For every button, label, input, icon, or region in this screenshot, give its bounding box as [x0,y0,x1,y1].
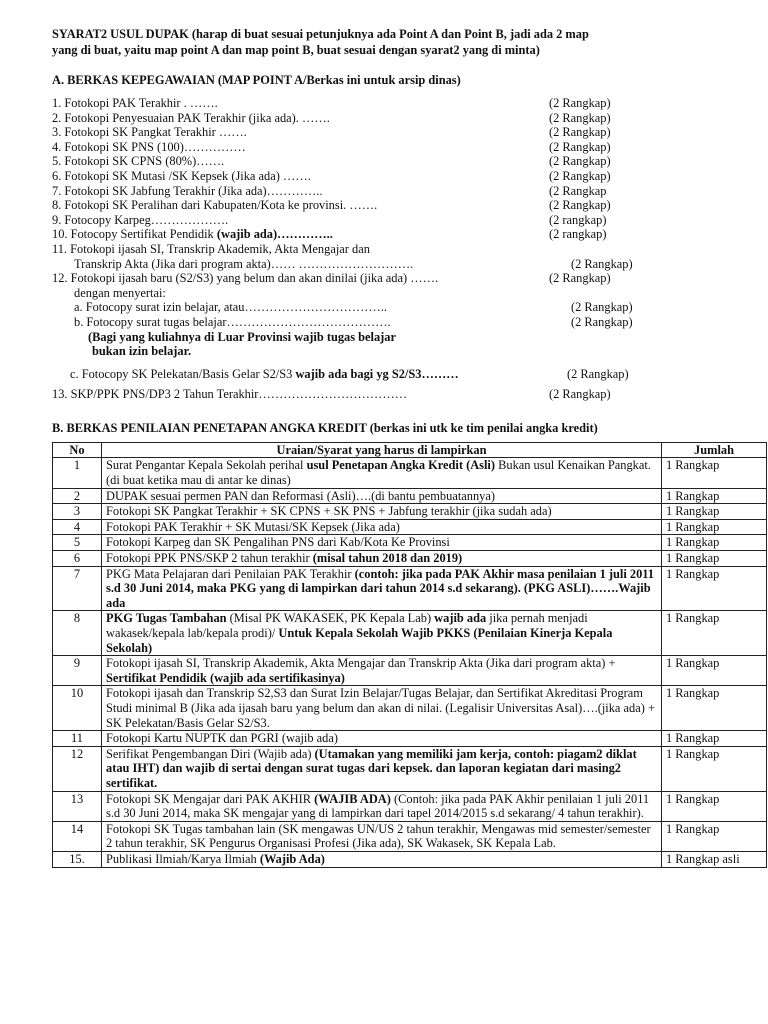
list-item: 11. Fotokopi ijasah SI, Transkrip Akademik, Akta Mengajar dan [52,241,370,256]
section-a-list [52,96,742,402]
list-item-cont: dengan menyertai: [74,285,166,300]
list-subitem: c. Fotocopy SK Pelekatan/Basis Gelar S2/S3 wajib ada bagi yg S2/S3……… (2 Rangkap) [70,366,629,381]
list-item: 9. Fotocopy Karpeg………………. (2 rangkap) [52,212,607,227]
list-item: 5. Fotokopi SK CPNS (80%)……. (2 Rangkap) [52,154,611,169]
table-row: 8 PKG Tugas Tambahan (Misal PK WAKASEK, PK Kepala Lab) wajib ada jika pernah menjadi wakasek/kepala lab/kepala prodi)/ Untuk Kepala Sekolah Wajib PKKS (Penilaian Kinerja Kepala Sekolah) 1 Rangkap [53,611,767,656]
table-row: 5 Fotokopi Karpeg dan SK Pengalihan PNS dari Kab/Kota Ke Provinsi 1 Rangkap [53,535,767,551]
col-header-jumlah: Jumlah [662,442,767,458]
list-item: 8. Fotokopi SK Peralihan dari Kabupaten/Kota ke provinsi. ……. (2 Rangkap) [52,198,611,213]
table-row: 3 Fotokopi SK Pangkat Terakhir + SK CPNS + SK PNS + Jabfung terakhir (jika sudah ada) 1 Rangkap [53,504,767,520]
table-row: 1 Surat Pengantar Kepala Sekolah perihal usul Penetapan Angka Kredit (Asli) Bukan usul Kenaikan Pangkat. (di buat ketika mau di antar ke dinas) 1 Rangkap [53,458,767,488]
table-row: 15. Publikasi Ilmiah/Karya Ilmiah (Wajib Ada) 1 Rangkap asli [53,851,767,867]
intro-line-2: yang di buat, yaitu map point A dan map point B, buat sesuai dengan syarat2 yang di minta) [52,43,540,57]
list-item: 1. Fotokopi PAK Terakhir . ……. (2 Rangkap) [52,96,611,110]
table-header-row [53,442,767,458]
intro-line-1: SYARAT2 USUL DUPAK (harap di buat sesuai petunjuknya ada Point A dan Point B, jadi ada 2 map [52,27,589,41]
requirements-table [52,442,767,868]
table-row: 4 Fotokopi PAK Terakhir + SK Mutasi/SK Kepsek (Jika ada) 1 Rangkap [53,519,767,535]
document-page [52,26,742,868]
list-item: 2. Fotokopi Penyesuaian PAK Terakhir (jika ada). ……. (2 Rangkap) [52,110,611,125]
list-subitem: b. Fotocopy surat tugas belajar…………………………………. (2 Rangkap) [74,314,633,329]
table-row: 12 Serifikat Pengembangan Diri (Wajib ada) (Utamakan yang memiliki jam kerja, contoh: piagam2 diklat atau IHT) dan wajib di sertai dengan surat tugas dari kepsek. dan laporan kegiatan dari masing2 sertifikat. 1 Rangkap [53,746,767,791]
table-row: 9 Fotokopi ijasah SI, Transkrip Akademik, Akta Mengajar dan Transkrip Akta (Jika dari program akta) + Sertifikat Pendidik (wajib ada sertifikasinya) 1 Rangkap [53,656,767,686]
list-item: 6. Fotokopi SK Mutasi /SK Kepsek (Jika ada) ……. (2 Rangkap) [52,168,611,183]
list-item: 10. Fotocopy Sertifikat Pendidik (wajib ada)………….. (2 rangkap) [52,227,607,242]
table-row: 13 Fotokopi SK Mengajar dari PAK AKHIR (WAJIB ADA) (Contoh: jika pada PAK Akhir penilaian 1 juli 2011 s.d 30 Juni 2014, maka SK mengajar yang di lampirkan dari tapel 2014/2015 s.d sekarang/ 4 tahun terakhir). 1 Rangkap [53,791,767,821]
list-item: 7. Fotokopi SK Jabfung Terakhir (Jika ada)………….. (2 Rangkap [52,183,607,198]
list-subitem: a. Fotocopy surat izin belajar, atau…………………………….. (2 Rangkap) [74,300,633,315]
table-row: 2 DUPAK sesuai permen PAN dan Reformasi (Asli)….(di bantu pembuatannya) 1 Rangkap [53,488,767,504]
list-item: 4. Fotokopi SK PNS (100)…………… (2 Rangkap) [52,139,611,154]
section-b-title: B. BERKAS PENILAIAN PENETAPAN ANGKA KREDIT (berkas ini utk ke tim penilai angka kredit) [52,420,598,435]
list-note: (Bagi yang kuliahnya di Luar Provinsi wajib tugas belajar [88,329,396,344]
table-row: 10 Fotokopi ijasah dan Transkrip S2,S3 dan Surat Izin Belajar/Tugas Belajar, dan Sertifikat Akreditasi Program Studi minimal B (Jika ada ijasah baru yang belum dan akan di nilai. (Legalisir Universitas Asal)….(jika ada) + SK Pelekatan/Basis Gelar S2/S3. 1 Rangkap [53,686,767,731]
list-item: 3. Fotokopi SK Pangkat Terakhir ……. (2 Rangkap) [52,125,611,140]
list-item: 12. Fotokopi ijasah baru (S2/S3) yang belum dan akan dinilai (jika ada) ……. (2 Rangkap) [52,271,611,286]
list-item: 13. SKP/PPK PNS/DP3 2 Tahun Terakhir……………………………… (2 Rangkap) [52,387,611,402]
section-a-title: A. BERKAS KEPEGAWAIAN (MAP POINT A/Berkas ini untuk arsip dinas) [52,73,461,87]
table-row: 7 PKG Mata Pelajaran dari Penilaian PAK Terakhir (contoh: jika pada PAK Akhir masa penilaian 1 juli 2011 s.d 30 Juni 2014, maka PKG yang di lampirkan dari tahun 2014 s.d sekarang). (PKG ASLI)…….Wajib ada 1 Rangkap [53,566,767,611]
table-row: 14 Fotokopi SK Tugas tambahan lain (SK mengawas UN/US 2 tahun terakhir, Mengawas mid semester/semester 2 tahun terakhir, SK Pengurus Organisasi Profesi (Jika ada), SK Wakasek, SK Kepala Lab. 1 Rangkap [53,821,767,851]
list-note: bukan izin belajar. [92,344,192,359]
col-header-uraian: Uraian/Syarat yang harus di lampirkan [102,442,662,458]
list-item-cont: Transkrip Akta (Jika dari program akta)…… ………………………. (2 Rangkap) [74,256,633,271]
table-row: 6 Fotokopi PPK PNS/SKP 2 tahun terakhir (misal tahun 2018 dan 2019) 1 Rangkap [53,551,767,567]
table-row: 11 Fotokopi Kartu NUPTK dan PGRI (wajib ada) 1 Rangkap [53,731,767,747]
col-header-no: No [53,442,102,458]
